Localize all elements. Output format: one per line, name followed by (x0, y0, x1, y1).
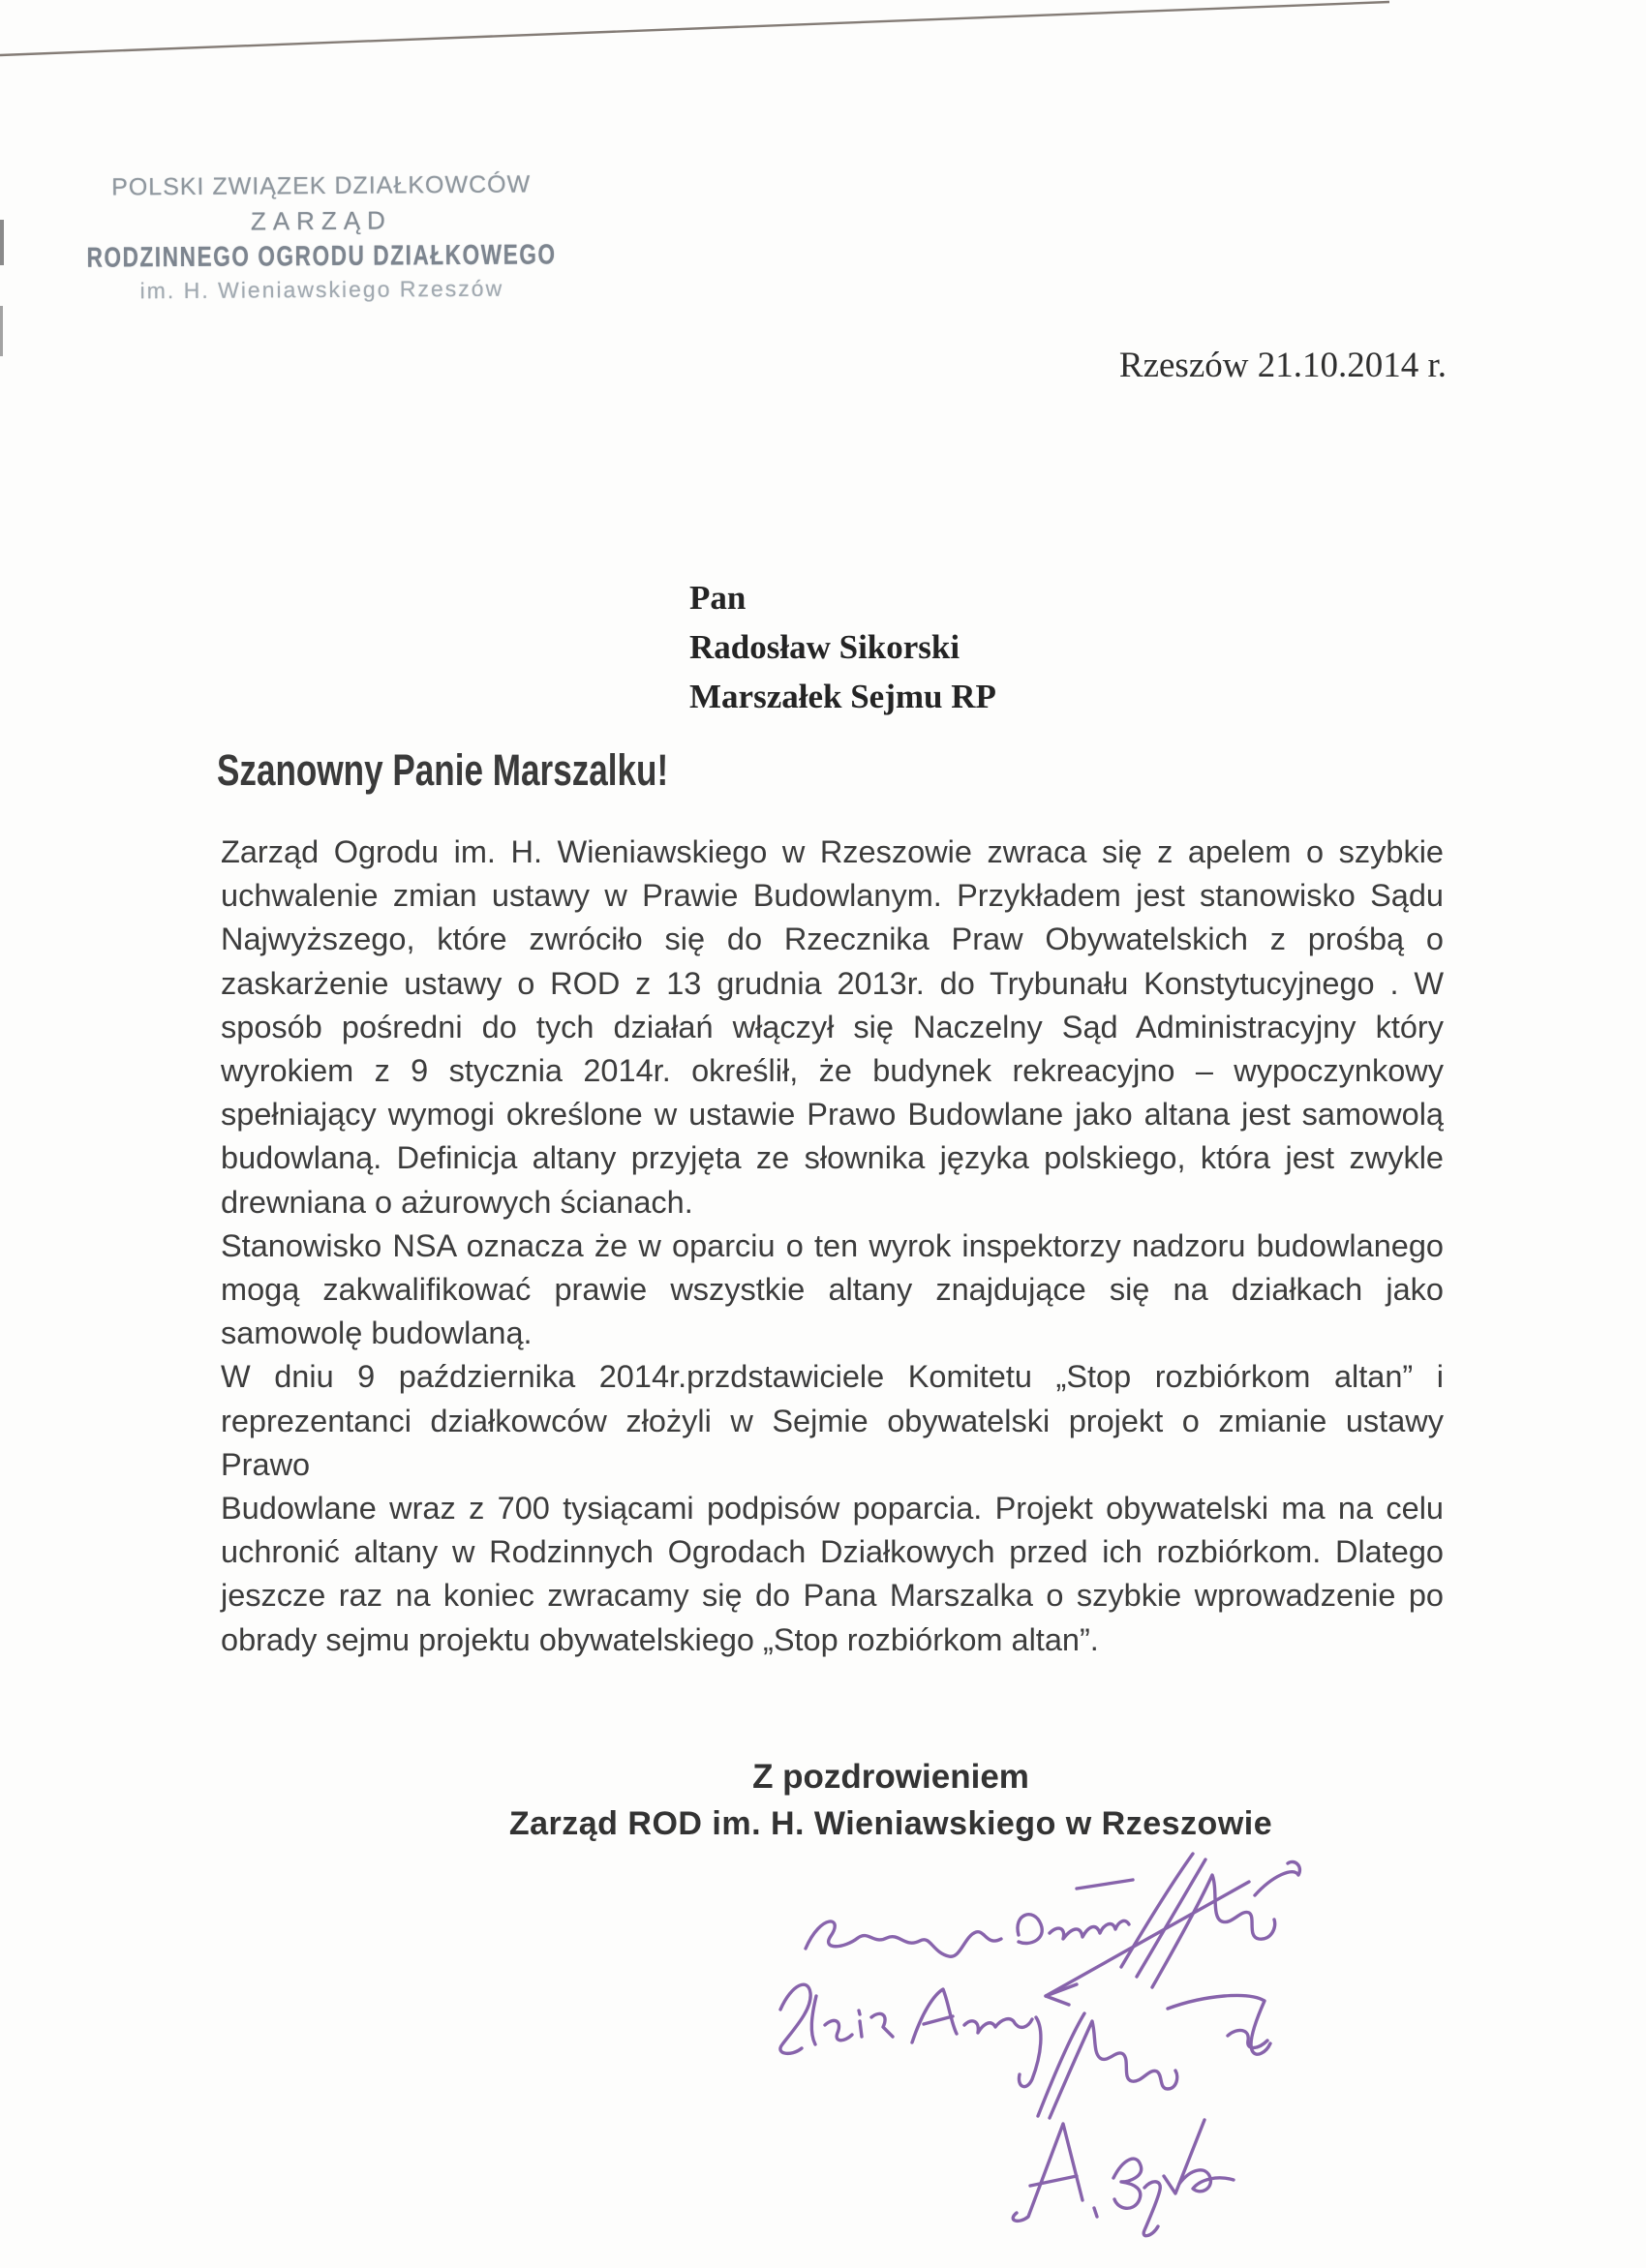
signature-flourish-1 (1046, 1854, 1299, 2005)
addressee-name: Radosław Sikorski (689, 628, 960, 666)
date-line: Rzeszów 21.10.2014 r. (1118, 346, 1447, 385)
body-line: Zarząd Ogrodu im. H. Wieniawskiego w Rzeszowie zwraca się z apelem o szybkie (221, 834, 1444, 869)
body-line: sposób pośredni do tych działań włączył się Naczelny Sąd Administracyjny który (221, 1009, 1444, 1044)
body-line: reprezentanci działkowców złożyli w Sejmie obywatelski projekt o zmianie ustawy Prawo (221, 1403, 1444, 1482)
salutation: Szanowny Panie Marszalku! (217, 745, 669, 795)
letter-body (221, 831, 1444, 1662)
addressee-block (689, 573, 996, 721)
closing-block (310, 1754, 1472, 1847)
body-line: drewniana o ażurowych ścianach. (221, 1184, 693, 1220)
signature-block (780, 1854, 1300, 2236)
scan-edge-mark (0, 220, 4, 265)
body-line: spełniający wymogi określone w ustawie Prawo Budowlane jako altana jest samowolą (221, 1097, 1444, 1133)
scan-artifact-line (0, 2, 1389, 55)
body-line: obrady sejmu projektu obywatelskiego „Stop rozbiórkom altan”. (221, 1621, 1099, 1657)
body-line: uchronić altany w Rodzinnych Ogrodach Działkowych przed ich rozbiórkom. Dlatego (221, 1534, 1444, 1570)
stamp-line-garden: RODZINNEGO OGRODU DZIAŁKOWEGO (86, 239, 557, 274)
stamp-line-union: POLSKI ZWIĄZEK DZIAŁKOWCÓW (111, 170, 532, 201)
signature-name-blasik-andrzej (780, 1984, 1041, 2086)
body-line: zaskarżenie ustawy o ROD z 13 grudnia 2013r. do Trybunału Konstytucyjnego . W (221, 965, 1444, 1001)
body-line: mogą zakwalifikować prawie wszystkie altany znajdujące się na działkach jako (221, 1272, 1444, 1308)
body-line: Stanowisko NSA oznacza że w oparciu o ten wyrok inspektorzy nadzoru budowlanego (221, 1227, 1444, 1263)
stamp-line-board: ZARZĄD (250, 205, 392, 236)
signature-flourish-2 (1038, 1995, 1270, 2118)
signature-name-a-byle (1013, 2120, 1234, 2236)
stamp-line-city: im. H. Wieniawskiego Rzeszów (139, 275, 504, 304)
body-line: W dniu 9 października 2014r.przdstawiciele Komitetu „Stop rozbiórkom altan” i (221, 1359, 1444, 1395)
closing-org: Zarząd ROD im. H. Wieniawskiego w Rzeszowie (508, 1805, 1273, 1842)
body-line: samowolę budowlaną. (221, 1315, 533, 1351)
body-line: Najwyższego, które zwróciło się do Rzecznika Praw Obywatelskich z prośbą o (221, 922, 1444, 957)
body-line: budowlaną. Definicja altany przyjęta ze słownika języka polskiego, która jest zwykle (221, 1140, 1444, 1176)
signature-name-szczygiel-danuta (806, 1880, 1133, 1956)
closing-regards: Z pozdrowieniem (752, 1758, 1029, 1796)
addressee-role: Marszałek Sejmu RP (689, 678, 996, 715)
body-line: jeszcze raz na koniec zwracamy się do Pana Marszalka o szybkie wprowadzenie po (221, 1578, 1444, 1614)
organization-stamp (86, 170, 557, 304)
body-line: Budowlane wraz z 700 tysiącami podpisów poparcia. Projekt obywatelski ma na celu (221, 1491, 1444, 1527)
body-line: uchwalenie zmian ustawy w Prawie Budowlanym. Przykładem jest stanowisko Sądu (221, 878, 1444, 914)
body-line: wyrokiem z 9 stycznia 2014r. określił, że budynek rekreacyjno – wypoczynkowy (221, 1053, 1444, 1089)
scan-edge-mark (0, 306, 3, 356)
addressee-title: Pan (689, 579, 747, 617)
